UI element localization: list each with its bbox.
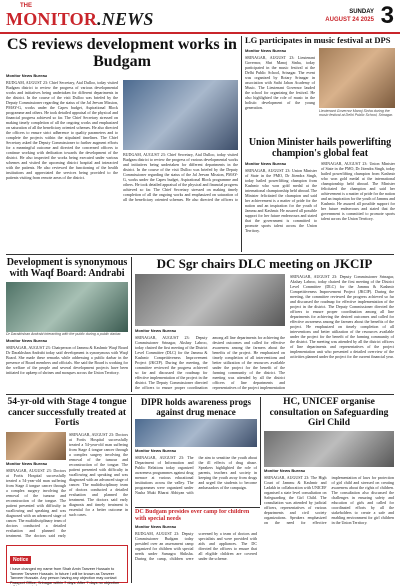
cs-body-continued (123, 152, 238, 202)
cancer-body: SRINAGAR, AUGUST 23: Doctors at Fortis Hospital successfully treated a 54-year-old man suffering from Stage 4 tongue cancer through a complex surgery involving the removal of the tumour and reconstruction of the tongue. The patient presented with difficulty in swallowing and speaking and was diagnosed with an advanced stage of cancer. The multidisciplinary team of doctors conducted a detailed evaluation and planned the treatment. The doctors said early (6, 467, 66, 538)
hc-body: SRINAGAR, AUGUST 23: The High Court of Jammu & Kashmir and Ladakh in collaboration with UNICEF organised a state level consultation on Safeguarding the Girl Child. The consultation was attended by judicial officers, representatives of various departments and civil society organizations. Speakers emphasized on the need for effective implementation of laws for protection of girl child and stressed on creating awareness about the rights of children. The consultation also discussed the challenges in ensuring safety and education of girls and called for coordinated efforts by all the stakeholders to create a safe and enabling environment for girl children in the Union Territory. (264, 474, 394, 525)
column-divider-4 (260, 397, 261, 505)
logo-news: .NEWS (97, 9, 154, 29)
hc-photo (264, 431, 394, 467)
cancer-headline[interactable]: 54-yr-old with Stage 4 tongue cancer successfully treated at Fortis (7, 397, 127, 428)
cs-body-text: BUDGAM, AUGUST 23: Chief Secretary, Atal Dulloo, today visited Budgam district to review the progress of various developmental works and initiatives being undertaken for different departments in the district. In the course of the visit Dulloo was briefed by the Deputy Commissioner regarding the status of the Jal Jeevan Mission, PMAY-G, works under the Capex budget, Aspirational Block programme and others. He took detailed appraisal of the physical and financial progress achieved so far. The Chief Secretary stressed on making timely completion of all the ongoing works and emphasized on saturation of all the beneficiary oriented schemes. He also directed the officers to ensure strict adherence to quality parameters and to complete the projects within the stipulated timelines. The Chief Secretary asked the Deputy Commissioner to further augment efforts for a meaningful outcome and directed the concerned officers to continue working with dedication towards the development of the district. He also inspected the works being executed under various schemes and visited the upcoming district hospital and interacted with the patients. He also reviewed the functioning of the health institutions and appreciated the services being provided to the patients visiting from remote areas of the district. (6, 80, 118, 180)
union-headline[interactable]: Union Minister hails powerlifting champion's global feat (248, 137, 392, 159)
dc-story (135, 257, 394, 392)
issue-day: SUNDAY (349, 9, 374, 15)
union-body-text-cont: SRINAGAR, AUGUST 23: Union Minister of State in the PMO, Dr Jitendra Singh, today hailed powerlifting champion from Kashmir who won gold medal at the international championship held abroad. The Minister felicitated the champion and said her achievement is a matter of pride for the nation and an inspiration for the youth of Jammu and Kashmir. He assured all possible support for her future endeavours and stated that the government is committed to promote sports talent across the Union Territory. (321, 161, 395, 221)
dipr-byline: Monitor News Bureau (135, 448, 177, 453)
waqf-story (6, 257, 128, 392)
lg-photo (319, 48, 395, 108)
dc-headline[interactable]: DC Sgr chairs DLC meeting on JKCIP (156, 257, 373, 271)
dc2-story (135, 509, 257, 583)
cancer-byline: Monitor News Bureau (6, 460, 48, 466)
dipr-story (135, 397, 257, 505)
hc-story (264, 397, 394, 583)
waqf-headline[interactable]: Development is synonymous with Waqf Board: Andrabi (6, 257, 128, 279)
dc-body-text-cont: SRINAGAR, AUGUST 23: Deputy Commissioner Srinagar, Akshay Labroo, today chaired the first meeting of the District Level Committee (DLC) for the Jammu & Kashmir Competitiveness Improvement Project (JKCIP). During the meeting, the committee reviewed the progress achieved so far and discussed the roadmap for effective implementation of the project in the district. The Deputy Commissioner directed the officers to ensure proper coordination among all line departments for achieving the desired outcomes and called for effective awareness among the farmers about the benefits of the project. He emphasized on timely completion of all interventions and better utilization of the resources available under the project for the benefit of the farming community of the district. The meeting was attended by all the district officers of line departments and representatives of the project implementation unit who presented a detailed overview of the activities planned under the project for the current financial year. (290, 274, 394, 359)
dc2-byline: Monitor News Bureau (135, 524, 177, 529)
waqf-caption: Dr Darakhshan Andrabi interacting with the public during a public darbar. (6, 332, 122, 336)
waqf-byline: Monitor News Bureau (6, 337, 48, 343)
section-divider-3 (135, 507, 260, 508)
dc-photo (135, 274, 285, 326)
lg-byline: Monitor News Bureau (245, 47, 287, 53)
lg-story (245, 36, 395, 136)
cancer-body-continued (69, 432, 128, 540)
notice-text: I have changed my name from Shah Amin Tanveer Hussain to Tanveer Tanveer Hussain. In future I will be known as Tanveer Tanveer Hussain. Any person having any objection may contact Passport Office, Srinagar within 7 days. After 7 days no objection (10, 567, 120, 585)
hc-headline[interactable]: HC, UNICEF organise consultation on Safeguarding Girl Child (269, 397, 389, 428)
cancer-body-text-cont: SRINAGAR, AUGUST 23: Doctors at Fortis Hospital successfully treated a 54-year-old man suffering from Stage 4 tongue cancer through a complex surgery involving the removal of the tumour and reconstruction of the tongue. The patient presented with difficulty in swallowing and speaking and was diagnosed with an advanced stage of cancer. The multidisciplinary team of doctors conducted a detailed evaluation and planned the treatment. The doctors said early diagnosis and timely treatment is essential for a better outcome in such cases. (69, 431, 128, 517)
cs-headline[interactable]: CS reviews development works in Budgam (7, 36, 237, 70)
logo-monitor: MONITOR (6, 9, 98, 29)
logo-text (6, 9, 154, 30)
lg-caption: Lieutenant Governor Manoj Sinha during the music festival at Delhi Public School, Srinagar. (319, 108, 393, 117)
issue-date (325, 8, 374, 24)
column-divider-2 (131, 257, 132, 392)
hc-byline: Monitor News Bureau (264, 467, 306, 473)
dipr-photo (135, 419, 257, 447)
dc2-headline[interactable]: DC Budgam presides over camp for children with special needs (135, 509, 250, 522)
logo-the: THE (20, 3, 32, 9)
cs-body-lead (6, 80, 118, 202)
union-story (245, 137, 395, 252)
dc-body-continued (290, 274, 394, 389)
name-change-notice (6, 545, 128, 583)
lg-headline[interactable]: LG participates in music festival at DPS (245, 36, 391, 45)
union-body-continued (321, 161, 395, 248)
union-body: SRINAGAR, AUGUST 23: Union Minister of State in the PMO, Dr Jitendra Singh, today hailed powerlifting champion from Kashmir who won gold medal at the international championship held abroad. The Minister felicitated the champion and said her achievement is a matter of pride for the nation and an inspiration for the youth of Jammu and Kashmir. He assured all possible support for her future endeavours and stated that the government is committed to promote sports talent across the Union Territory. (245, 168, 317, 233)
cs-body-text-cont: BUDGAM, AUGUST 23: Chief Secretary, Atal Dulloo, today visited Budgam district to review the progress of various developmental works and initiatives being undertaken for different departments in the district. In the course of the visit Dulloo was briefed by the Deputy Commissioner regarding the status of the Jal Jeevan Mission, PMAY-G, works under the Capex budget, Aspirational Block programme and others. He took detailed appraisal of the physical and financial progress achieved so far. The Chief Secretary stressed on making timely completion of all the ongoing works and emphasized on saturation of all the beneficiary oriented schemes. He also directed the officers to (123, 152, 238, 202)
waqf-photo (6, 282, 128, 332)
union-byline: Monitor News Bureau (245, 161, 287, 166)
dipr-body: SRINAGAR, AUGUST 23: The Department of Information and Public Relations today organized awareness programmes against drug menace at various educational institutions across the valley. The programmes were organized under Nasha Mukt Bharat Abhiyan with the aim to sensitize the youth about the ill effects of drug abuse. Speakers highlighted the role of parents, teachers and society in keeping the youth away from drugs and urged the students to become ambassadors of the campaign. (135, 455, 257, 495)
column-divider (241, 36, 242, 252)
page-number: 3 (380, 2, 394, 29)
notice-title: Notice (10, 556, 31, 564)
section-divider (6, 254, 394, 255)
dc-byline: Monitor News Bureau (135, 328, 177, 333)
cs-photo (123, 80, 238, 150)
cancer-story (6, 397, 128, 542)
column-divider-3 (131, 397, 132, 583)
dipr-headline[interactable]: DIPR holds awareness progs against drug menace (141, 397, 251, 417)
dc-body: SRINAGAR, AUGUST 23: Deputy Commissioner Srinagar, Akshay Labroo, today chaired the first meeting of the District Level Committee (DLC) for the Jammu & Kashmir Competitiveness Improvement Project (JKCIP). During the meeting, the committee reviewed the progress achieved so far and discussed the roadmap for effective implementation of the project in the district. The Deputy Commissioner directed the officers to ensure proper coordination among all line departments for achieving the desired outcomes and called for effective awareness among the farmers about the benefits of the project. He emphasized on timely completion of all interventions and better utilization of the resources available under the project for the benefit of the farming community of the district. The meeting was attended by all the district officers of line departments and representatives of the project implementation (135, 335, 285, 390)
issue-date-text: AUGUST 24 2025 (325, 17, 374, 23)
waqf-body: SRINAGAR, AUGUST 23: Chairperson of Jammu & Kashmir Waqf Board Dr Darakhshan Andrabi today said development is synonymous with Waqf Board. She made these remarks while addressing a public darbar in the presence of Board members and officials. She said the Board is working for the welfare of the people and several development projects have been initiated for upkeep of shrines and mosques across the Union Territory. (6, 344, 128, 375)
cs-byline: Monitor News Bureau (6, 73, 48, 78)
newspaper-logo[interactable] (6, 3, 156, 31)
lg-body: SRINAGAR, AUGUST 23: Lieutenant Governor, Shri Manoj Sinha, today participated in the music festival at the Delhi Public School, Srinagar. The event was organized by Rotary Srinagar in association with Sathi Jahan Academy of Music. The Lieutenant Governor lauded the school for organizing the festival. He also highlighted the role of music in the holistic development of the young generation. (245, 54, 315, 110)
cancer-photo (6, 432, 66, 460)
dc2-body: BUDGAM, AUGUST 23: Deputy Commissioner Budgam today presided over an assessment camp organized for children with special needs under Samagra Shiksha. During the camp, children were screened by a team of doctors and specialists and were provided with aids and appliances. The DC directed the officers to ensure that all eligible children are covered under the scheme. (135, 531, 257, 561)
masthead (0, 0, 400, 34)
cs-story (6, 73, 238, 203)
section-divider-2 (6, 394, 394, 395)
